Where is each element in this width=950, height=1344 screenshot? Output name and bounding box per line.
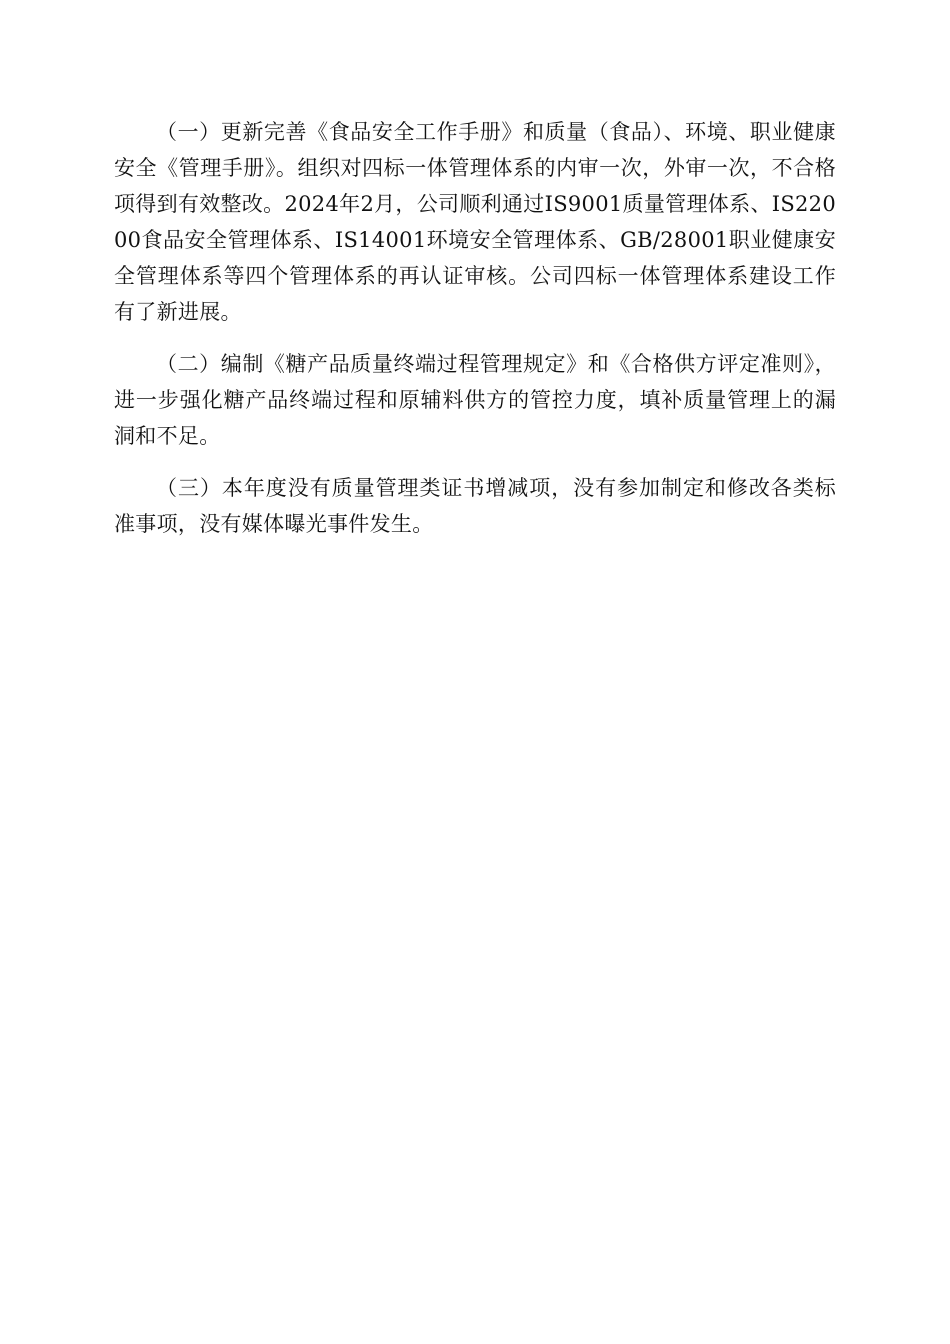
document-body <box>114 114 836 558</box>
paragraph-3: （三）本年度没有质量管理类证书增减项，没有参加制定和修改各类标准事项，没有媒体曝光事件发生。 <box>114 476 836 536</box>
paragraph-2: （二）编制《糖产品质量终端过程管理规定》和《合格供方评定准则》，进一步强化糖产品终端过程和原辅料供方的管控力度，填补质量管理上的漏洞和不足。 <box>114 352 836 448</box>
paragraph-1: （一）更新完善《食品安全工作手册》和质量（食品）、环境、职业健康安全《管理手册》。组织对四标一体管理体系的内审一次，外审一次，不合格项得到有效整改。2024年2月，公司顺利通过IS9001质量管理体系、IS22000食品安全管理体系、IS14001环境安全管理体系、GB/28001职业健康安全管理体系等四个管理体系的再认证审核。公司四标一体管理体系建设工作有了新进展。 <box>114 120 836 324</box>
